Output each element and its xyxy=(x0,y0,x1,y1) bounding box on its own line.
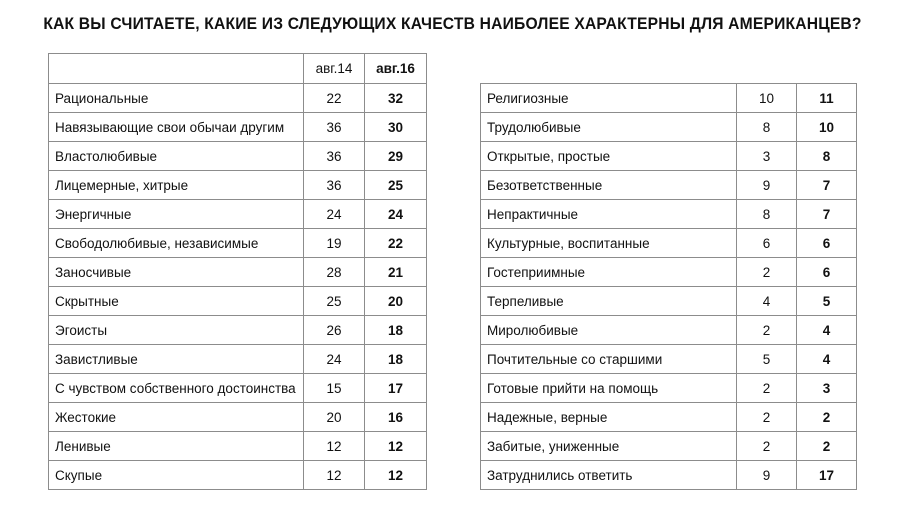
value-aug16: 12 xyxy=(365,461,427,490)
quality-label: Завистливые xyxy=(49,345,304,374)
value-aug14: 3 xyxy=(737,142,797,171)
value-aug16: 16 xyxy=(365,403,427,432)
value-aug16: 6 xyxy=(797,258,857,287)
quality-label: Скрытные xyxy=(49,287,304,316)
value-aug14: 36 xyxy=(304,171,365,200)
value-aug14: 2 xyxy=(737,258,797,287)
quality-label: Скупые xyxy=(49,461,304,490)
quality-label: Навязывающие свои обычаи другим xyxy=(49,113,304,142)
value-aug14: 19 xyxy=(304,229,365,258)
quality-label: Властолюбивые xyxy=(49,142,304,171)
value-aug16: 2 xyxy=(797,403,857,432)
table-row xyxy=(49,142,427,171)
table-row xyxy=(481,316,857,345)
value-aug14: 9 xyxy=(737,171,797,200)
table-row xyxy=(49,403,427,432)
value-aug14: 26 xyxy=(304,316,365,345)
table-row xyxy=(49,113,427,142)
value-aug14: 2 xyxy=(737,403,797,432)
value-aug14: 36 xyxy=(304,142,365,171)
value-aug14: 8 xyxy=(737,200,797,229)
value-aug16: 11 xyxy=(797,84,857,113)
value-aug16: 4 xyxy=(797,316,857,345)
quality-label: Затруднились ответить xyxy=(481,461,737,490)
value-aug16: 17 xyxy=(365,374,427,403)
table-row xyxy=(481,287,857,316)
value-aug16: 18 xyxy=(365,345,427,374)
value-aug14: 2 xyxy=(737,374,797,403)
value-aug16: 17 xyxy=(797,461,857,490)
value-aug14: 12 xyxy=(304,461,365,490)
quality-label: Ленивые xyxy=(49,432,304,461)
value-aug14: 6 xyxy=(737,229,797,258)
value-aug14: 20 xyxy=(304,403,365,432)
value-aug14: 10 xyxy=(737,84,797,113)
header-label-cell xyxy=(49,54,304,84)
table-row xyxy=(481,345,857,374)
table-row xyxy=(481,374,857,403)
value-aug16: 3 xyxy=(797,374,857,403)
value-aug14: 24 xyxy=(304,345,365,374)
value-aug16: 32 xyxy=(365,84,427,113)
quality-label: Надежные, верные xyxy=(481,403,737,432)
quality-label: Непрактичные xyxy=(481,200,737,229)
qualities-table-right xyxy=(480,83,857,490)
quality-label: Готовые прийти на помощь xyxy=(481,374,737,403)
quality-label: Жестокие xyxy=(49,403,304,432)
table-row xyxy=(49,461,427,490)
quality-label: Терпеливые xyxy=(481,287,737,316)
table-row xyxy=(481,200,857,229)
value-aug16: 25 xyxy=(365,171,427,200)
table-row xyxy=(481,461,857,490)
qualities-table-left xyxy=(48,53,427,490)
value-aug14: 9 xyxy=(737,461,797,490)
table-row xyxy=(49,287,427,316)
value-aug14: 24 xyxy=(304,200,365,229)
value-aug16: 30 xyxy=(365,113,427,142)
quality-label: Почтительные со старшими xyxy=(481,345,737,374)
quality-label: Заносчивые xyxy=(49,258,304,287)
value-aug14: 36 xyxy=(304,113,365,142)
table-row xyxy=(481,258,857,287)
quality-label: Религиозные xyxy=(481,84,737,113)
value-aug14: 2 xyxy=(737,432,797,461)
quality-label: Открытые, простые xyxy=(481,142,737,171)
table-row xyxy=(49,229,427,258)
quality-label: Трудолюбивые xyxy=(481,113,737,142)
value-aug14: 8 xyxy=(737,113,797,142)
value-aug16: 29 xyxy=(365,142,427,171)
value-aug16: 10 xyxy=(797,113,857,142)
header-aug14: авг.14 xyxy=(304,54,365,84)
table-row xyxy=(49,432,427,461)
table-row xyxy=(49,171,427,200)
table-row xyxy=(49,200,427,229)
table-row xyxy=(49,316,427,345)
value-aug16: 2 xyxy=(797,432,857,461)
value-aug16: 6 xyxy=(797,229,857,258)
value-aug14: 28 xyxy=(304,258,365,287)
value-aug14: 25 xyxy=(304,287,365,316)
value-aug16: 5 xyxy=(797,287,857,316)
value-aug16: 8 xyxy=(797,142,857,171)
value-aug16: 24 xyxy=(365,200,427,229)
table-row xyxy=(49,374,427,403)
table-row xyxy=(481,403,857,432)
value-aug14: 5 xyxy=(737,345,797,374)
value-aug14: 2 xyxy=(737,316,797,345)
quality-label: Безответственные xyxy=(481,171,737,200)
quality-label: Забитые, униженные xyxy=(481,432,737,461)
table-row xyxy=(481,113,857,142)
header-aug16: авг.16 xyxy=(365,54,427,84)
page-title: КАК ВЫ СЧИТАЕТЕ, КАКИЕ ИЗ СЛЕДУЮЩИХ КАЧЕСТВ НАИБОЛЕЕ ХАРАКТЕРНЫ ДЛЯ АМЕРИКАНЦЕВ? xyxy=(43,14,862,33)
quality-label: Свободолюбивые, независимые xyxy=(49,229,304,258)
table-row xyxy=(481,171,857,200)
quality-label: Эгоисты xyxy=(49,316,304,345)
quality-label: Культурные, воспитанные xyxy=(481,229,737,258)
value-aug16: 22 xyxy=(365,229,427,258)
table-row xyxy=(49,258,427,287)
quality-label: Лицемерные, хитрые xyxy=(49,171,304,200)
value-aug14: 15 xyxy=(304,374,365,403)
table-row xyxy=(49,84,427,113)
value-aug16: 7 xyxy=(797,200,857,229)
quality-label: С чувством собственного достоинства xyxy=(49,374,304,403)
table-row xyxy=(481,142,857,171)
table-row xyxy=(481,229,857,258)
quality-label: Миролюбивые xyxy=(481,316,737,345)
quality-label: Гостеприимные xyxy=(481,258,737,287)
table-header-row xyxy=(49,54,427,84)
table-row xyxy=(481,84,857,113)
value-aug16: 7 xyxy=(797,171,857,200)
table-row xyxy=(49,345,427,374)
value-aug16: 12 xyxy=(365,432,427,461)
quality-label: Рациональные xyxy=(49,84,304,113)
value-aug16: 21 xyxy=(365,258,427,287)
value-aug14: 22 xyxy=(304,84,365,113)
value-aug14: 4 xyxy=(737,287,797,316)
value-aug14: 12 xyxy=(304,432,365,461)
value-aug16: 4 xyxy=(797,345,857,374)
value-aug16: 20 xyxy=(365,287,427,316)
value-aug16: 18 xyxy=(365,316,427,345)
table-row xyxy=(481,432,857,461)
quality-label: Энергичные xyxy=(49,200,304,229)
